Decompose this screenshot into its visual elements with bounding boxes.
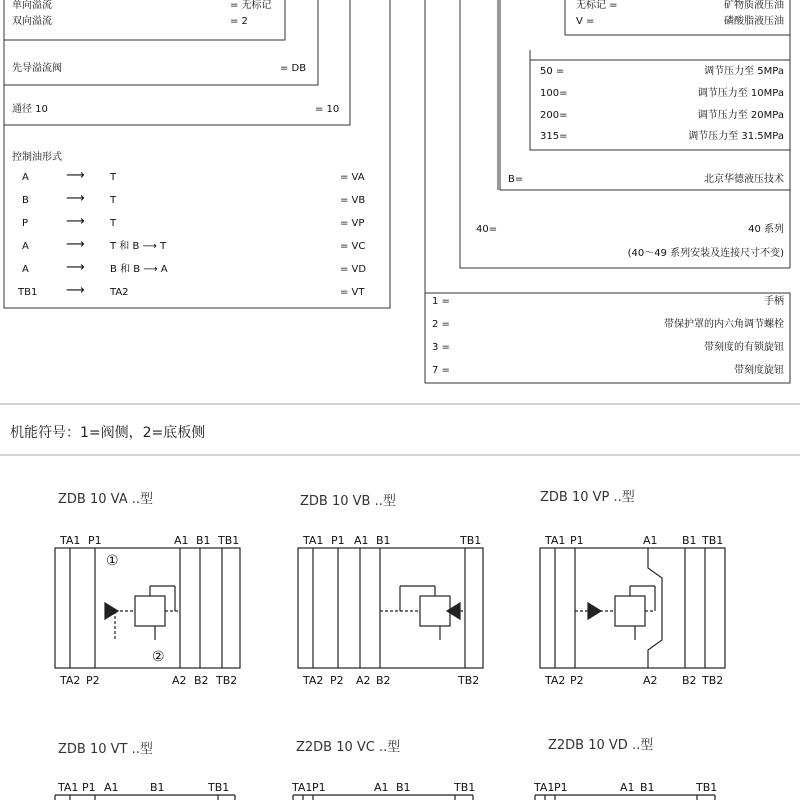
fluid-label-mineral: 矿物质液压油 <box>724 0 784 11</box>
port-label-p1: P1 <box>554 781 568 794</box>
port-label-p1: P1 <box>331 534 345 547</box>
arrow-icon: ⟶ <box>66 214 85 229</box>
control-row-code: = VB <box>340 195 366 206</box>
adjust-code: 3 = <box>432 342 450 353</box>
adjust-code: 1 = <box>432 296 450 307</box>
port-label-tb2: TB2 <box>458 674 480 687</box>
flow-label-double: 双向溢流 <box>12 16 52 27</box>
control-title: 控制油形式 <box>12 152 62 163</box>
valve-type-code: = DB <box>280 63 307 74</box>
port-label-b1: B1 <box>682 534 697 547</box>
port-label-p1: P1 <box>570 534 584 547</box>
diagram-title-vp: ZDB 10 VP ..型 <box>540 490 635 505</box>
port-label-tb1: TB1 <box>454 781 476 794</box>
port-label-b2: B2 <box>376 674 391 687</box>
flow-code-single: = 无标记 <box>230 0 272 11</box>
control-row-from: B <box>22 195 29 206</box>
port-label-p1: P1 <box>82 781 96 794</box>
port-label-tb1: TB1 <box>702 534 724 547</box>
control-row-from: A <box>22 172 29 183</box>
port-label-b1: B1 <box>640 781 655 794</box>
control-row-from: A <box>22 264 29 275</box>
function-symbol-caption: 机能符号：1=阀侧，2=底板侧 <box>10 425 206 441</box>
control-row-to: T <box>110 172 117 183</box>
port-label-b1: B1 <box>376 534 391 547</box>
port-label-tb1: TB1 <box>460 534 482 547</box>
control-row-to: T <box>110 218 117 229</box>
control-row-to: T 和 B ⟶ T <box>110 241 167 252</box>
port-label-ta2: TA2 <box>545 674 566 687</box>
fluid-code-phosphate: V = <box>576 16 595 27</box>
flow-label-single: 单向溢流 <box>12 0 52 11</box>
port-label-b1: B1 <box>150 781 165 794</box>
diagram-title-va: ZDB 10 VA ..型 <box>58 492 153 507</box>
size-code: = 10 <box>315 104 340 115</box>
fluid-label-phosphate: 磷酸脂液压油 <box>724 16 784 27</box>
pressure-label: 调节压力至 10MPa <box>697 88 784 99</box>
port-label-ta2: TA2 <box>303 674 324 687</box>
maker-label: 北京华德液压技术 <box>704 174 784 185</box>
port-label-b2: B2 <box>682 674 697 687</box>
control-row-to: T <box>110 195 117 206</box>
arrow-icon: ⟶ <box>66 283 85 298</box>
size-label: 通径 10 <box>12 104 48 115</box>
control-row-code: = VC <box>340 241 366 252</box>
pressure-code: 100= <box>540 88 568 99</box>
arrow-icon: ⟶ <box>66 168 85 183</box>
diagram-title-vb: ZDB 10 VB ..型 <box>300 494 396 509</box>
port-label-ta2: TA2 <box>60 674 81 687</box>
pressure-code: 200= <box>540 110 568 121</box>
pressure-label: 调节压力至 5MPa <box>704 66 784 77</box>
port-label-a2: A2 <box>643 674 658 687</box>
port-label-ta1: TA1 <box>58 781 79 794</box>
control-row-to: B 和 B ⟶ A <box>110 264 168 275</box>
series-label: 40 系列 <box>748 224 784 235</box>
control-row-code: = VT <box>340 287 365 298</box>
port-label-a1: A1 <box>104 781 119 794</box>
port-label-b1: B1 <box>396 781 411 794</box>
adjust-code: 2 = <box>432 319 450 330</box>
pressure-label: 调节压力至 20MPa <box>697 110 784 121</box>
port-label-p2: P2 <box>570 674 584 687</box>
port-label-ta1: TA1 <box>60 534 81 547</box>
port-label-p1: P1 <box>312 781 326 794</box>
control-row-code: = VP <box>340 218 365 229</box>
control-row-to: TA2 <box>110 287 129 298</box>
base-side-mark: ② <box>152 649 165 665</box>
control-row-from: A <box>22 241 29 252</box>
adjust-label: 手柄 <box>764 296 784 307</box>
series-note: (40～49 系列安装及连接尺寸不变) <box>627 248 784 259</box>
port-label-tb1: TB1 <box>218 534 240 547</box>
port-label-a2: A2 <box>172 674 187 687</box>
port-label-ta1: TA1 <box>303 534 324 547</box>
port-label-b1: B1 <box>196 534 211 547</box>
control-row-code: = VA <box>340 172 365 183</box>
series-code: 40= <box>476 224 498 235</box>
port-label-b2: B2 <box>194 674 209 687</box>
pressure-code: 50 = <box>540 66 565 77</box>
control-row-from: TB1 <box>18 287 38 298</box>
valve-type-label: 先导溢流阀 <box>12 63 62 74</box>
port-label-tb1: TB1 <box>208 781 230 794</box>
adjust-label: 带保护罩的内六角调节螺栓 <box>664 319 784 330</box>
port-label-a1: A1 <box>374 781 389 794</box>
flow-code-double: = 2 <box>230 16 248 27</box>
diagram-title-vc: Z2DB 10 VC ..型 <box>296 740 401 755</box>
diagram-title-vd: Z2DB 10 VD ..型 <box>548 738 654 753</box>
port-label-p1: P1 <box>88 534 102 547</box>
port-label-p2: P2 <box>330 674 344 687</box>
port-label-ta1: TA1 <box>545 534 566 547</box>
control-row-from: P <box>22 218 29 229</box>
port-label-tb1: TB1 <box>696 781 718 794</box>
port-label-a1: A1 <box>643 534 658 547</box>
maker-code: B= <box>508 174 524 185</box>
arrow-icon: ⟶ <box>66 191 85 206</box>
pressure-label: 调节压力至 31.5MPa <box>688 131 784 142</box>
port-label-a1: A1 <box>354 534 369 547</box>
port-label-ta1: TA1 <box>292 781 313 794</box>
pressure-code: 315= <box>540 131 568 142</box>
control-row-code: = VD <box>340 264 367 275</box>
port-label-tb2: TB2 <box>216 674 238 687</box>
port-label-a1: A1 <box>620 781 635 794</box>
arrow-icon: ⟶ <box>66 260 85 275</box>
arrow-icon: ⟶ <box>66 237 85 252</box>
port-label-p2: P2 <box>86 674 100 687</box>
adjust-label: 带刻度旋钮 <box>734 365 784 376</box>
port-label-tb2: TB2 <box>702 674 724 687</box>
port-label-a2: A2 <box>356 674 371 687</box>
port-label-a1: A1 <box>174 534 189 547</box>
valve-side-mark: ① <box>106 553 119 569</box>
port-label-ta1: TA1 <box>534 781 555 794</box>
fluid-code-mineral: 无标记 = <box>576 0 618 11</box>
adjust-label: 带刻度的有锁旋钮 <box>704 342 784 353</box>
diagram-title-vt: ZDB 10 VT ..型 <box>58 742 153 757</box>
adjust-code: 7 = <box>432 365 450 376</box>
